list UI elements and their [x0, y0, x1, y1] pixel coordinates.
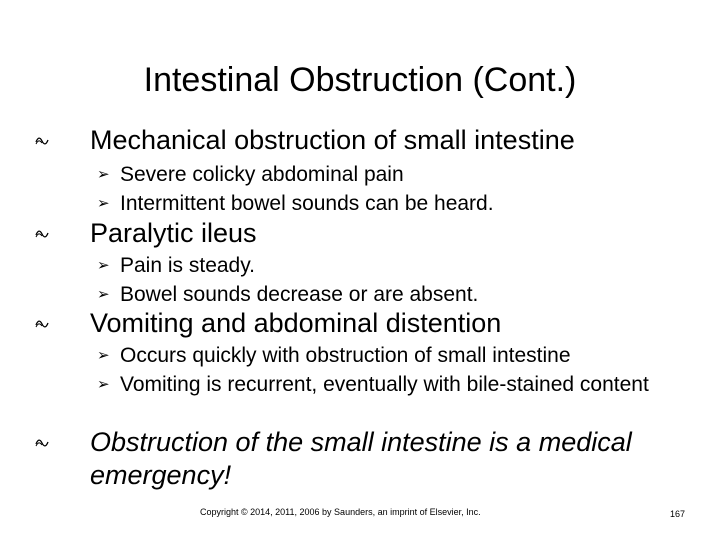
sub-bullet [97, 251, 680, 280]
copyright-footer: Copyright © 2014, 2011, 2006 by Saunders, an imprint of Elsevier, Inc. [200, 507, 481, 517]
sub-bullet [97, 280, 680, 309]
sub-bullet-text: Pain is steady. [120, 254, 256, 277]
arrowhead-bullet-icon: ➢ [97, 375, 110, 393]
bullet-vomiting-distention [90, 307, 690, 340]
flourish-bullet-icon [35, 319, 49, 329]
slide-title: Intestinal Obstruction (Cont.) [143, 61, 577, 99]
bullet-mechanical-obstruction [90, 124, 690, 157]
sub-bullet-text: Bowel sounds decrease or are absent. [120, 283, 479, 306]
page-number: 167 [670, 509, 686, 519]
section-heading: Vomiting and abdominal distention [90, 308, 502, 338]
sub-bullet-text: Severe colicky abdominal pain [120, 163, 404, 186]
arrowhead-bullet-icon: ➢ [97, 194, 110, 212]
arrowhead-bullet-icon: ➢ [97, 256, 110, 274]
arrowhead-bullet-icon: ➢ [97, 165, 110, 183]
section-heading: Paralytic ileus [90, 218, 257, 248]
arrowhead-bullet-icon: ➢ [97, 346, 110, 364]
sub-bullet [97, 341, 680, 370]
sub-bullet [97, 370, 680, 399]
arrowhead-bullet-icon: ➢ [97, 285, 110, 303]
sub-bullet-text: Occurs quickly with obstruction of small intestine [120, 344, 571, 367]
sub-bullet-text: Vomiting is recurrent, eventually with bile-stained content [120, 373, 649, 396]
bullet-medical-emergency [90, 426, 690, 492]
bullet-paralytic-ileus [90, 217, 690, 250]
section-heading: Mechanical obstruction of small intestine [90, 125, 575, 155]
flourish-bullet-icon [35, 136, 49, 146]
emphasis-text: Obstruction of the small intestine is a medical emergency! [90, 427, 632, 490]
flourish-bullet-icon [35, 229, 49, 239]
sub-bullet [97, 160, 680, 189]
sub-bullet-text: Intermittent bowel sounds can be heard. [120, 192, 494, 215]
flourish-bullet-icon [35, 438, 49, 448]
sub-bullet [97, 189, 680, 218]
